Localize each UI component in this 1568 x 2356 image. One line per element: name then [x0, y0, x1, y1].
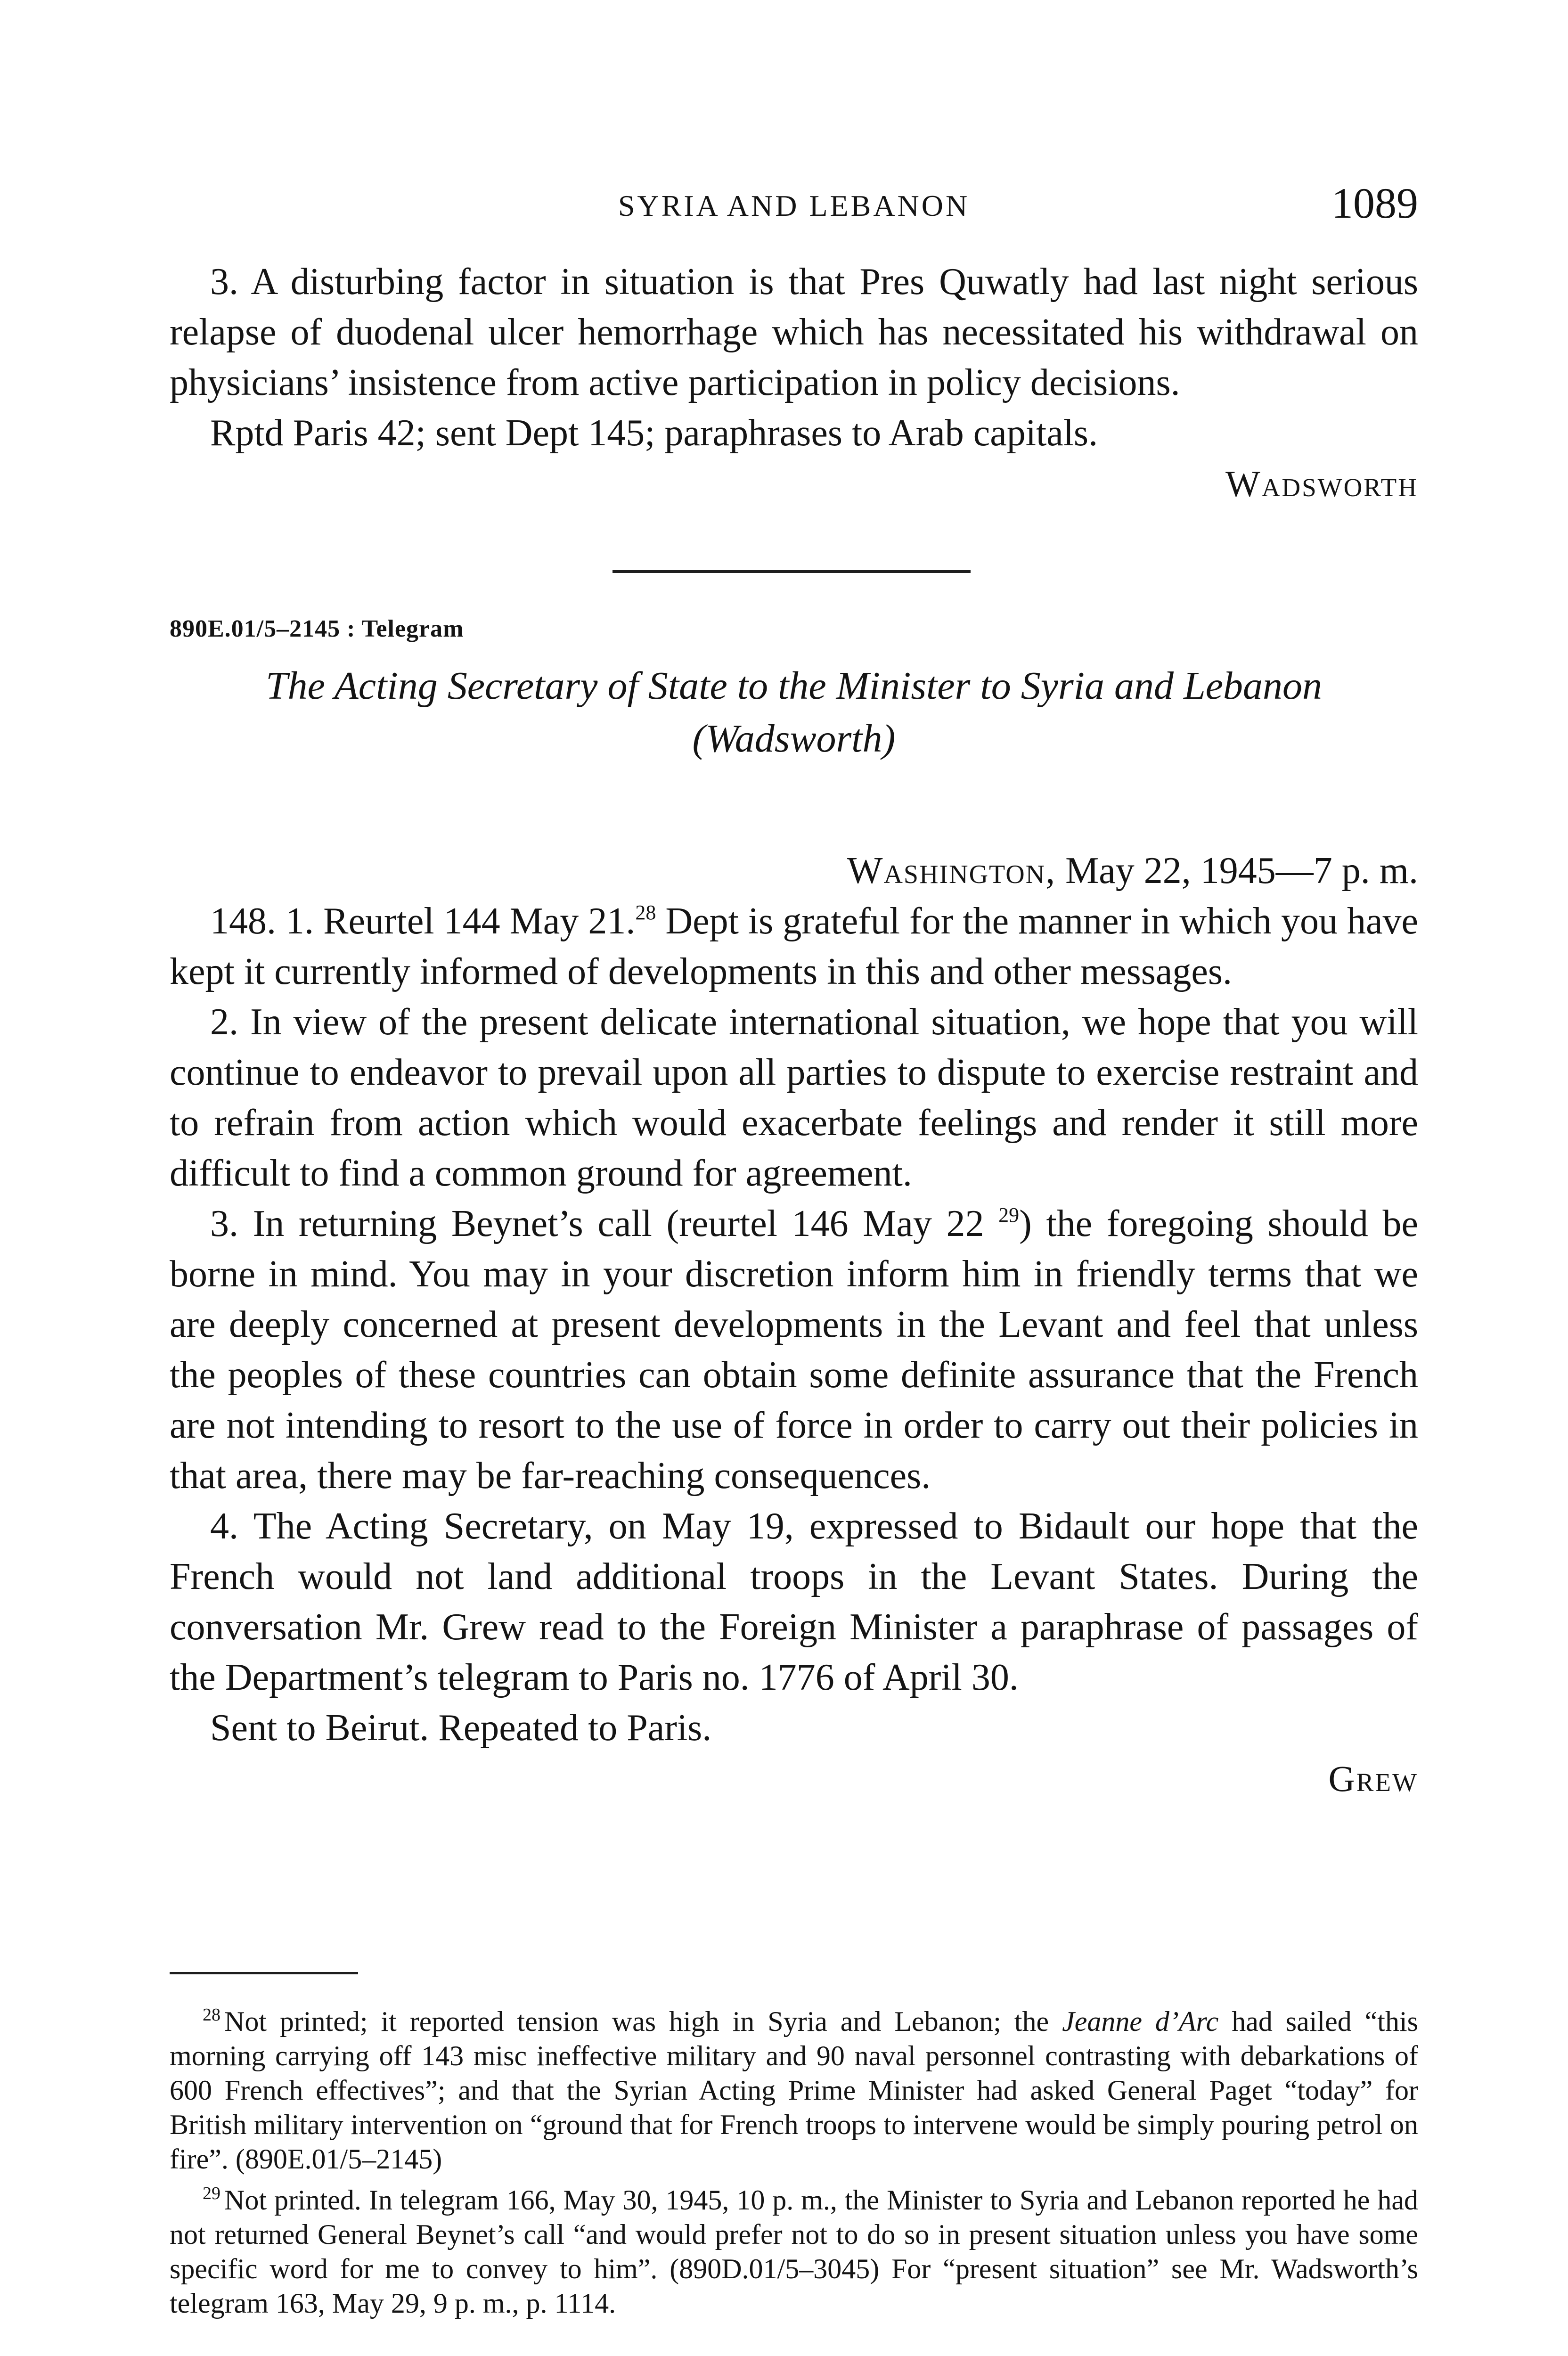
document-title [170, 660, 1418, 765]
running-head [170, 178, 1418, 230]
paragraph-5: Sent to Beirut. Repeated to Paris. [210, 1707, 712, 1749]
repeat-line: Rptd Paris 42; sent Dept 145; paraphrases to Arab capitals. [210, 412, 1098, 454]
file-number: 890E.01/5–2145 : Telegram [170, 615, 464, 642]
paragraph-1-start: 148. 1. Reurtel 144 May 21. [210, 900, 636, 942]
paragraph-3-continued: 3. A disturbing factor in situation is that Pres Quwatly had last night serious relapse of duodenal ulcer hemorrhage which has necessitated his withdrawal on physicians’ insistence from active participation in policy decisions. [170, 261, 1418, 403]
footnote-29 [170, 2176, 1418, 2321]
paragraph-1 [170, 896, 1418, 997]
footnote-ref-28[interactable]: 28 [635, 901, 656, 924]
signature-wadsworth: Wadsworth [1225, 463, 1418, 504]
footnotes [170, 1998, 1418, 2321]
section-divider [612, 570, 971, 573]
footnote-28 [170, 1998, 1418, 2176]
footnote-29-text: Not printed. In telegram 166, May 30, 1945, 10 p. m., the Minister to Syria and Lebanon reported he had not returned General Beynet’s call “and would prefer not to do so in present situation unless you have some specific word for me to convey to him”. (890D.01/5–3045) For “present situation” see Mr. Wadsworth’s telegram 163, May 29, 9 p. m., p. 1114. [170, 2184, 1418, 2319]
footnote-28-ship-name: Jeanne d’Arc [1062, 2006, 1219, 2037]
footnote-29-marker: 29 [203, 2184, 220, 2203]
document-title-line-2: (Wadsworth) [692, 717, 896, 761]
footnote-divider [170, 1972, 358, 1974]
running-title: SYRIA AND LEBANON [618, 189, 970, 222]
signature-grew: Grew [1328, 1758, 1418, 1799]
page-number: 1089 [1331, 179, 1418, 227]
paragraph-2: 2. In view of the present delicate international situation, we hope that you will continue to endeavor to prevail upon all parties to dispute to exercise restraint and to refrain from action which would exacerbate feelings and render it still more difficult to find a common ground for agreement. [170, 1001, 1418, 1194]
footnote-28-marker: 28 [203, 2005, 220, 2025]
document-title-line-1: The Acting Secretary of State to the Minister to Syria and Lebanon [265, 664, 1323, 708]
paragraph-3 [170, 1199, 1418, 1501]
telegram-body [170, 846, 1418, 1802]
paragraph-3-start: 3. In returning Beynet’s call (reurtel 146 May 22 [210, 1203, 999, 1244]
paragraph-3-rest: ) the foregoing should be borne in mind. You may in your discretion inform him in friendly terms that we are deeply concerned at present developments in the Levant and feel that unless the peoples of these countries can obtain some definite assurance that the French are not intending to resort to the use of force in order to carry out their policies in that area, there may be far-reaching consequences. [170, 1203, 1418, 1497]
footnote-ref-29[interactable]: 29 [998, 1203, 1020, 1227]
footnote-28-text-b: had sailed “this morning carrying off 143 misc ineffective military and 90 naval personnel contrasting with debarkations of 600 French effectives”; and that the Syrian Acting Prime Minister had asked General Paget “today” for British military intervention on “ground that for French troops to intervene would be simply pouring petrol on fire”. (890E.01/5–2145) [170, 2006, 1418, 2175]
dateline-date: May 22, 1945—7 p. m. [1065, 850, 1418, 892]
paragraph-1-rest: Dept is grateful for the manner in which you have kept it currently informed of developments in this and other messages. [170, 900, 1419, 992]
footnote-28-text-a: Not printed; it reported tension was high in Syria and Lebanon; the [224, 2006, 1062, 2037]
paragraph-4: 4. The Acting Secretary, on May 19, expressed to Bidault our hope that the French would not land additional troops in the Levant States. During the conversation Mr. Grew read to the Foreign Minister a paraphrase of passages of the Department’s telegram to Paris no. 1776 of April 30. [170, 1505, 1418, 1698]
continued-telegram [170, 257, 1418, 507]
dateline [170, 846, 1418, 896]
dateline-place: Washington, [847, 850, 1056, 892]
